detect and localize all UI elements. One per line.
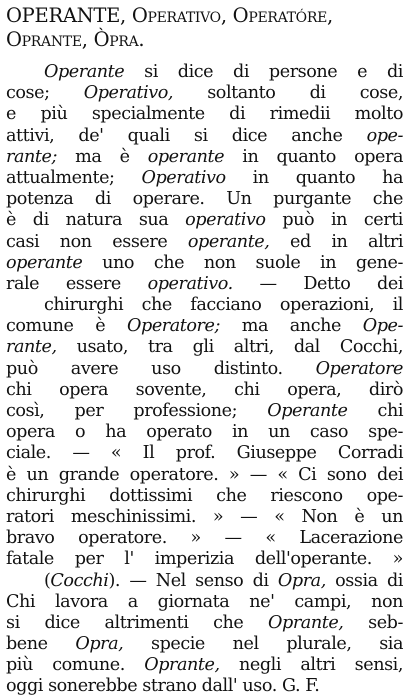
entry-body bbox=[6, 62, 403, 698]
italic-term: operante bbox=[147, 146, 225, 167]
italic-term: Operante bbox=[44, 62, 125, 82]
text-run: rale essere bbox=[6, 273, 148, 294]
italic-term: operativo. bbox=[147, 273, 233, 294]
text-run: ma anche bbox=[219, 316, 363, 337]
text-run: chi opera sovente, chi opera, dirò bbox=[6, 379, 403, 400]
text-run: ( bbox=[44, 570, 51, 591]
italic-term: rante, bbox=[6, 337, 57, 358]
text-run: potenza di operare. Un purgante che bbox=[6, 189, 403, 210]
text-run: così, per professione; bbox=[6, 401, 268, 421]
italic-term: Opra, bbox=[277, 570, 326, 591]
text-line bbox=[6, 592, 403, 613]
text-line bbox=[6, 232, 403, 253]
text-run: chirurghi che facciano operazioni, il bbox=[44, 295, 403, 316]
italic-term: Operatore; bbox=[127, 316, 220, 337]
italic-term: Ope- bbox=[362, 316, 403, 337]
text-line bbox=[6, 83, 403, 104]
text-line bbox=[6, 210, 403, 231]
text-line bbox=[6, 253, 403, 274]
text-line bbox=[6, 189, 403, 210]
text-run: oggi sonerebbe strano dall' uso. G. F. bbox=[6, 676, 320, 697]
text-line bbox=[6, 655, 403, 676]
text-run: chi bbox=[347, 401, 403, 421]
text-run: è di natura sua bbox=[6, 210, 186, 231]
text-run: bravo operatore. » — « Lacerazione bbox=[6, 528, 403, 549]
text-run: in quanto opera bbox=[224, 146, 403, 167]
heading-line bbox=[6, 28, 403, 52]
text-line bbox=[6, 528, 403, 549]
text-run: ciale. — « Il prof. Giuseppe Corradi bbox=[6, 443, 403, 464]
text-run: attualmente; bbox=[6, 167, 142, 188]
text-line bbox=[6, 337, 403, 358]
text-run: ). — Nel senso di bbox=[108, 570, 278, 591]
text-line bbox=[6, 126, 403, 147]
italic-term: rante; bbox=[6, 146, 57, 167]
text-line bbox=[6, 443, 403, 464]
text-run: uno che non suole in gene- bbox=[82, 252, 403, 273]
text-run: ratori meschinissimi. » — « Non è un bbox=[6, 506, 403, 527]
text-run: chirurghi dottissimi che riescono ope- bbox=[6, 485, 403, 506]
text-run: attivi, de' quali si dice anche bbox=[6, 125, 367, 146]
text-run: comune è bbox=[6, 316, 128, 337]
entry-heading bbox=[6, 4, 403, 52]
text-line bbox=[6, 168, 403, 189]
italic-term: Oprante, bbox=[268, 612, 344, 633]
text-line bbox=[6, 380, 403, 401]
heading-small-caps-text: Operativo, Operatóre, bbox=[131, 4, 333, 27]
text-line bbox=[6, 295, 403, 316]
text-line bbox=[6, 62, 403, 83]
text-run: si dice di persone e di bbox=[124, 62, 403, 82]
text-run: — Detto dei bbox=[232, 273, 403, 294]
text-line bbox=[6, 486, 403, 507]
italic-term: Operativo, bbox=[83, 83, 174, 104]
text-line bbox=[6, 422, 403, 443]
text-line bbox=[6, 465, 403, 486]
text-run: è un grande operatore. » — « Ci sono dei bbox=[6, 464, 403, 485]
text-run: opera o ha operato in un caso spe- bbox=[6, 422, 403, 443]
text-run: ossia di bbox=[325, 570, 403, 591]
italic-term: Operativo bbox=[141, 167, 226, 188]
text-line bbox=[6, 274, 403, 295]
text-line bbox=[6, 401, 403, 422]
text-run: ed in altri bbox=[269, 231, 403, 252]
heading-headword: OPERANTE, bbox=[6, 4, 132, 27]
text-run: e più specialmente di rimedii molto bbox=[6, 104, 403, 125]
italic-term: Cocchi bbox=[50, 570, 109, 591]
text-line bbox=[6, 316, 403, 337]
text-line bbox=[6, 571, 403, 592]
text-run: può in certi bbox=[265, 210, 403, 231]
heading-small-caps-text: Oprante, Òpra. bbox=[6, 28, 145, 51]
text-line bbox=[6, 104, 403, 125]
text-line bbox=[6, 147, 403, 168]
text-line bbox=[6, 507, 403, 528]
text-run: può avere uso distinto. bbox=[6, 358, 316, 379]
italic-term: operante bbox=[6, 252, 83, 273]
text-run: più comune. bbox=[6, 655, 145, 676]
text-run: soltanto di cose, bbox=[173, 83, 403, 104]
italic-term: Operante bbox=[267, 401, 348, 421]
text-line bbox=[6, 634, 403, 655]
italic-term: Oprante, bbox=[144, 655, 220, 676]
text-run: ma è bbox=[56, 146, 148, 167]
text-run: cose; bbox=[6, 83, 84, 104]
italic-term: operativo bbox=[185, 210, 266, 231]
text-line bbox=[6, 359, 403, 380]
text-run: in quanto ha bbox=[225, 167, 403, 188]
text-run: fatale per l' imperizia dell'operante. » bbox=[6, 549, 403, 570]
italic-term: Opra, bbox=[75, 634, 124, 655]
text-run: specie nel plurale, sia bbox=[123, 634, 404, 655]
italic-term: ope- bbox=[366, 125, 403, 146]
text-line bbox=[6, 676, 403, 697]
text-line bbox=[6, 613, 403, 634]
text-run: usato, tra gli altri, dal Cocchi, bbox=[56, 337, 403, 358]
text-run: negli altri sensi, bbox=[219, 655, 403, 676]
italic-term: operante, bbox=[187, 231, 270, 252]
italic-term: Operatore bbox=[315, 358, 403, 379]
text-run: si dice altrimenti che bbox=[6, 612, 269, 633]
text-line bbox=[6, 549, 403, 570]
text-run: Chi lavora a giornata ne' campi, non bbox=[6, 591, 403, 612]
text-run: casi non essere bbox=[6, 231, 188, 252]
text-run: seb- bbox=[343, 612, 403, 633]
heading-line bbox=[6, 4, 403, 28]
text-run: bene bbox=[6, 634, 76, 655]
